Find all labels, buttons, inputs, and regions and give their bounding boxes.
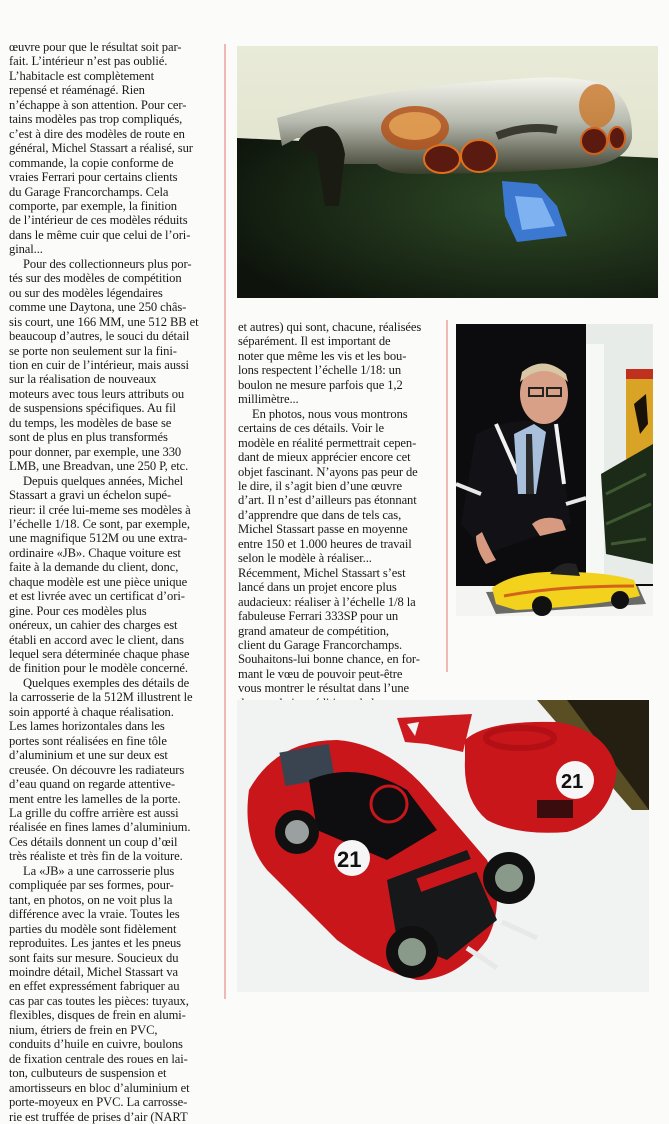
text-line: beaucoup d’autres, le souci du détail	[9, 329, 190, 344]
text-line: grand amateur de compétition,	[238, 623, 389, 638]
text-line: séparément. Il est important de	[238, 334, 391, 349]
text-line: œuvre pour que le résultat soit par-	[9, 40, 182, 54]
text-line: parties du modèle sont fidèlement	[9, 921, 177, 936]
text-line: la carrosserie de la 512M illustrent le	[9, 690, 193, 705]
text-line: vous montrer le résultat dans l’une	[238, 681, 410, 696]
text-line: La «JB» a une carrosserie plus	[23, 863, 175, 878]
text-line: moindre détail, Michel Stassart va	[9, 965, 179, 979]
text-line: du Garage Francorchamps. Cela	[9, 184, 169, 199]
text-line: sont de plus en plus transformés	[9, 430, 168, 445]
text-line: L’habitacle est complètement	[9, 68, 155, 83]
text-line: mant le vœu de pouvoir peut-être	[238, 666, 403, 681]
text-line: d’aluminium et une sur deux est	[9, 748, 168, 763]
text-line: d’art. Il n’est d’ailleurs pas étonnant	[238, 493, 417, 508]
race-number-rear: 21	[561, 771, 584, 793]
text-line: boulon ne mesure parfois que 1,2	[238, 377, 403, 392]
text-line: commande, la copie conforme de	[9, 155, 174, 170]
text-line: général, Michel Stassart a réalisé, sur	[9, 141, 193, 156]
text-line: Ces détails donnent un coup d’œil	[9, 834, 178, 849]
middle-text-column	[238, 320, 443, 725]
text-line: cas par cas toutes les pièces: tuyaux,	[9, 993, 189, 1008]
text-line: rie est truffée de prises d’air (NART	[9, 1109, 188, 1124]
text-line: sur la réalisation de nouveaux	[9, 372, 157, 387]
text-line: lancé dans un projet encore plus	[238, 580, 397, 595]
text-line: comporte, par exemple, la finition	[9, 198, 177, 213]
text-line: modèle en réalité permettrait cepen-	[238, 435, 417, 450]
text-line: pour donner, par exemple, une 330	[9, 444, 182, 459]
text-line: onéreux, un cahier des charges est	[9, 618, 178, 633]
photo-red-ferrari-21	[237, 700, 649, 992]
red-ferrari-image	[237, 700, 649, 992]
text-line: n’échappe à son attention. Pour cer-	[9, 97, 187, 112]
text-line: certains de ces détails. Voir le	[238, 421, 385, 436]
text-line: selon le modèle à réaliser...	[238, 551, 372, 566]
text-line: client du Garage Francorchamps.	[238, 637, 403, 652]
text-line: repensé et réaménagé. Rien	[9, 83, 145, 98]
left-text-column	[9, 40, 214, 1124]
text-line: fabuleuse Ferrari 333SP pour un	[238, 609, 399, 624]
text-line: rieur: il crée lui-meme ses modèles à	[9, 502, 191, 517]
text-line: conduits d’huile en cuivre, boulons	[9, 1037, 183, 1052]
text-line: c’est à dire des modèles de route en	[9, 126, 185, 141]
text-line: compliquée par ses formes, pour-	[9, 878, 174, 893]
text-line: en effet expressément fabriquer au	[9, 979, 180, 994]
text-line: millimètre...	[238, 392, 299, 407]
text-line: du temps, les modèles de base se	[9, 415, 172, 430]
text-line: Pour des collectionneurs plus por-	[23, 256, 192, 271]
text-line: Michel Stassart passe en moyenne	[238, 522, 408, 537]
text-line: Stassart a gravi un échelon supé-	[9, 488, 172, 503]
text-line: noter que même les vis et les bou-	[238, 348, 407, 363]
text-line: tant, en photos, on ne voit plus la	[9, 892, 173, 907]
text-line: gine. Pour ces modèles plus	[9, 603, 147, 618]
text-line: de suspensions spécifiques. Au fil	[9, 401, 176, 416]
text-line: d’apprendre que dans de tels cas,	[238, 507, 402, 522]
text-line: comme une Daytona, une 250 châs-	[9, 300, 187, 315]
text-line: dant de mieux apprécier encore cet	[238, 450, 411, 465]
text-line: de fixation centrale des roues en lai-	[9, 1051, 188, 1066]
text-line: nium, étriers de frein en PVC,	[9, 1022, 158, 1037]
text-line: et autres) qui sont, chacune, réalisées	[238, 320, 422, 334]
text-line: En photos, nous vous montrons	[252, 406, 408, 421]
text-line: d’eau quand on regarde attentive-	[9, 777, 175, 792]
text-line: reproduites. Les jantes et les pneus	[9, 936, 181, 951]
text-line: lequel sera déterminée chaque phase	[9, 647, 190, 662]
text-line: La grille du coffre arrière est aussi	[9, 806, 179, 821]
text-line: ment entre les lamelles de la porte.	[9, 791, 181, 806]
text-line: Récemment, Michel Stassart s’est	[238, 565, 406, 580]
text-line: creusée. On découvre les radiateurs	[9, 762, 185, 777]
text-line: Depuis quelques années, Michel	[23, 473, 183, 488]
text-line: objet fascinant. N’ayons pas peur de	[238, 464, 418, 479]
text-line: une magnifique 512M ou une extra-	[9, 531, 188, 546]
text-line: LMB, une Breadvan, une 250 P, etc.	[9, 459, 189, 474]
text-line: soin apporté à chaque réalisation.	[9, 704, 174, 719]
text-line: tains modèles pas trop compliqués,	[9, 112, 183, 127]
text-line: l’échelle 1/18. Ce sont, par exemple,	[9, 516, 190, 531]
text-line: établi en accord avec le client, dans	[9, 632, 184, 647]
column-divider-left	[224, 44, 226, 999]
text-line: flexibles, disques de frein en alumi-	[9, 1008, 186, 1023]
text-line: et est livrée avec un certificat d’ori-	[9, 589, 185, 604]
photo-man-with-model	[456, 324, 653, 616]
text-line: sis court, une 166 MM, une 512 BB et	[9, 314, 199, 329]
text-line: fait. L’intérieur n’est pas oublié.	[9, 54, 168, 69]
text-line: ginal...	[9, 242, 43, 257]
text-line: vraies Ferrari pour certains clients	[9, 170, 178, 185]
aluminium-body-image	[237, 46, 658, 298]
race-number-side: 21	[337, 847, 362, 872]
text-line: ou sur des modèles légendaires	[9, 285, 163, 300]
text-line: dans le même cuir que celui de l’ori-	[9, 227, 191, 242]
text-line: se porte non seulement sur la fini-	[9, 343, 177, 358]
text-line: tion en cuir de l’intérieur, mais aussi	[9, 357, 189, 372]
man-with-model-image	[456, 324, 653, 616]
text-line: ton, culbuteurs de suspension et	[9, 1066, 167, 1081]
text-line: chaque modèle est une pièce unique	[9, 574, 188, 589]
text-line: Souhaitons-lui bonne chance, en for-	[238, 652, 420, 667]
text-line: Quelques exemples des détails de	[23, 675, 190, 690]
text-line: moteurs avec tous leurs attributs ou	[9, 386, 185, 401]
text-line: faite à la demande du client, donc,	[9, 560, 179, 575]
text-line: réalisée en fines lames d’aluminium.	[9, 820, 191, 835]
text-line: lons respectent l’échelle 1/18: un	[238, 363, 402, 378]
text-line: amortisseurs en bloc d’aluminium et	[9, 1080, 190, 1095]
text-line: différence avec la vraie. Toutes les	[9, 907, 180, 922]
text-line: portes sont réalisées en fine tôle	[9, 733, 167, 748]
photo-aluminium-body	[237, 46, 658, 298]
text-line: très réaliste et très fin de la voiture.	[9, 849, 183, 864]
text-line: entre 150 et 1.000 heures de travail	[238, 536, 412, 551]
text-line: tés sur des modèles de compétition	[9, 271, 182, 286]
text-line: porte-moyeux en PVC. La carrosse-	[9, 1095, 188, 1110]
text-line: ordinaire «JB». Chaque voiture est	[9, 545, 181, 560]
column-divider-middle	[446, 320, 448, 672]
text-line: Les lames horizontales dans les	[9, 719, 165, 734]
text-line: audacieux: réaliser à l’échelle 1/8 la	[238, 594, 416, 609]
text-line: de finition pour le modèle concerné.	[9, 661, 188, 676]
text-line: le dire, il s’agit bien d’une œuvre	[238, 478, 403, 493]
text-line: de l’intérieur de ces modèles réduits	[9, 213, 188, 228]
text-line: sont faits sur mesure. Soucieux du	[9, 950, 179, 965]
